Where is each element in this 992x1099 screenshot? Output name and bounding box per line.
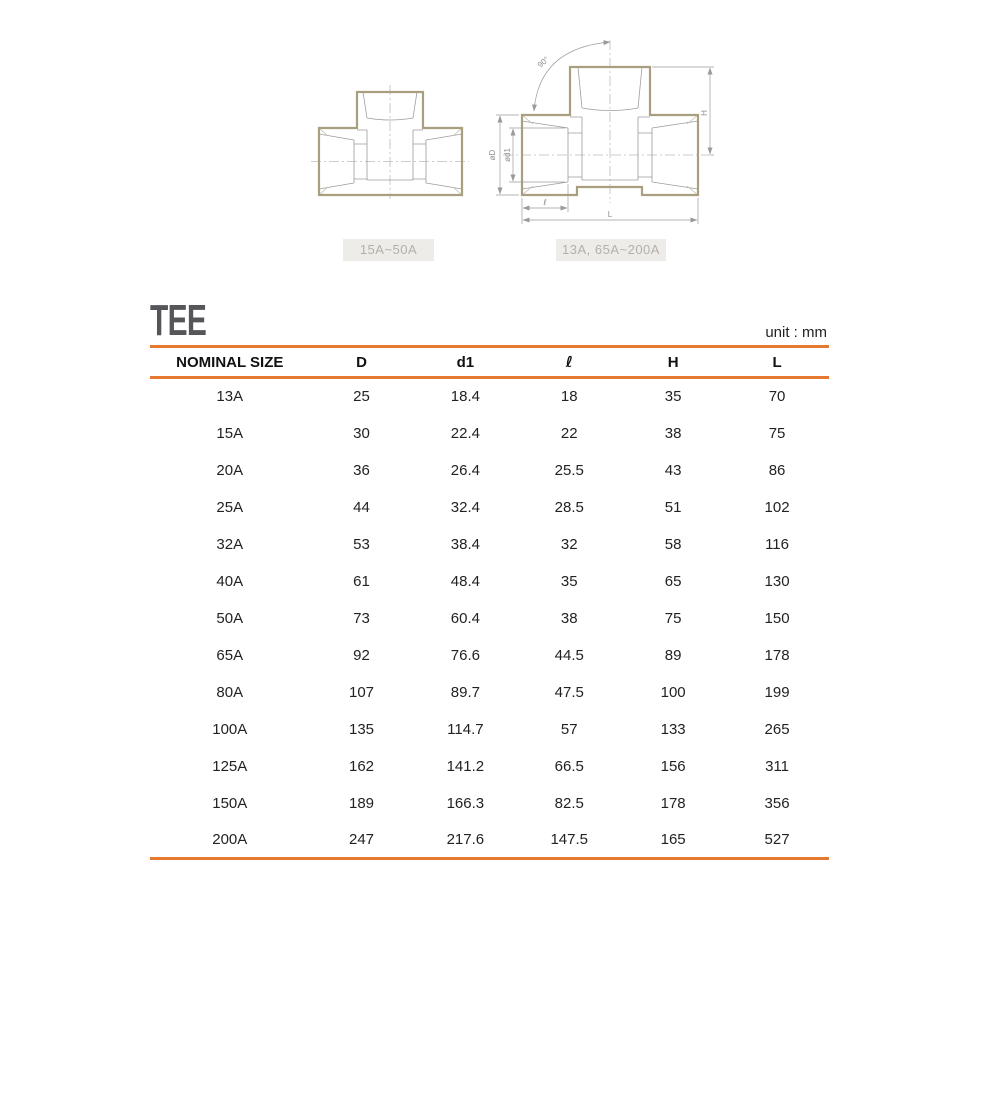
table-cell: 60.4 <box>450 609 480 627</box>
unit-label: unit : mm <box>765 324 827 341</box>
tee-drawing-dimensioned-icon <box>483 18 729 233</box>
table-cell: 141.2 <box>446 757 485 775</box>
tee-drawing-small-icon <box>308 78 472 202</box>
table-cell: 53 <box>353 535 370 553</box>
page-title: TEE <box>150 296 207 345</box>
table-cell: 527 <box>764 830 790 848</box>
table-cell: 116 <box>765 535 789 553</box>
dim-label-height: H <box>700 110 709 116</box>
table-cell: 66.5 <box>554 757 584 775</box>
table-row <box>150 489 829 526</box>
title-row <box>150 265 829 345</box>
table-cell: 20A <box>216 461 244 479</box>
size-table-header-row <box>150 347 829 378</box>
table-row <box>150 563 829 600</box>
table-cell: 311 <box>765 757 789 775</box>
table-cell: 32A <box>216 535 244 553</box>
table-row <box>150 711 829 748</box>
table-cell: 61 <box>353 572 370 590</box>
table-cell: 156 <box>660 757 686 775</box>
table-cell: 217.6 <box>446 830 485 848</box>
table-row <box>150 637 829 674</box>
table-cell: 35 <box>560 572 578 590</box>
table-row <box>150 600 829 637</box>
table-cell: 166.3 <box>446 794 485 812</box>
size-table <box>150 345 829 860</box>
table-row <box>150 378 829 415</box>
table-cell: 13A <box>216 388 244 406</box>
table-cell: 65A <box>216 646 244 664</box>
table-cell: 102 <box>764 498 790 516</box>
table-cell: 36 <box>353 461 370 479</box>
table-cell: 44.5 <box>554 646 584 664</box>
table-cell: 25 <box>353 388 370 406</box>
size-table-body <box>150 378 829 859</box>
table-cell: 89 <box>664 646 682 664</box>
table-cell: 80A <box>216 683 244 701</box>
column-header-nominal-size: NOMINAL SIZE <box>176 353 284 371</box>
table-cell: 199 <box>764 683 790 701</box>
table-cell: 89.7 <box>450 683 480 701</box>
table-cell: 147.5 <box>550 830 589 848</box>
table-cell: 40A <box>216 572 244 590</box>
column-header-d1: d1 <box>456 353 475 371</box>
table-cell: 25A <box>216 498 244 516</box>
table-cell: 200A <box>212 830 248 848</box>
table-cell: 58 <box>664 535 682 553</box>
dim-label-inner-dia: ød1 <box>503 148 512 162</box>
dim-label-outer-dia: øD <box>488 149 497 161</box>
table-cell: 150A <box>212 794 248 812</box>
dim-label-angle: 90° <box>535 54 551 70</box>
table-cell: 125A <box>212 757 248 775</box>
table-cell: 92 <box>353 646 370 664</box>
table-cell: 44 <box>353 498 370 516</box>
table-cell: 22.4 <box>450 424 480 442</box>
table-cell: 265 <box>764 720 790 738</box>
table-cell: 82.5 <box>554 794 584 812</box>
table-cell: 100 <box>660 683 686 701</box>
table-cell: 38 <box>560 609 578 627</box>
caption-large-range: 13A, 65A~200A <box>556 239 666 261</box>
table-cell: 75 <box>768 424 786 442</box>
table-cell: 133 <box>660 720 686 738</box>
table-row <box>150 452 829 489</box>
table-cell: 51 <box>664 498 682 516</box>
table-cell: 70 <box>768 388 786 406</box>
table-cell: 35 <box>664 388 682 406</box>
table-cell: 32 <box>560 535 578 553</box>
table-cell: 28.5 <box>554 498 584 516</box>
table-row <box>150 748 829 785</box>
table-cell: 356 <box>764 794 790 812</box>
table-row <box>150 674 829 711</box>
table-cell: 114.7 <box>447 720 484 738</box>
table-cell: 150 <box>764 609 790 627</box>
table-cell: 178 <box>660 794 686 812</box>
table-row <box>150 415 829 452</box>
table-cell: 38 <box>664 424 682 442</box>
table-cell: 18.4 <box>450 388 480 406</box>
table-cell: 25.5 <box>554 461 584 479</box>
table-cell: 18 <box>560 388 578 406</box>
dim-label-socket-depth: ℓ <box>543 198 547 207</box>
table-cell: 47.5 <box>554 683 584 701</box>
table-cell: 32.4 <box>450 498 480 516</box>
column-header-l: L <box>772 353 782 371</box>
technical-drawings-area <box>0 0 992 285</box>
table-cell: 100A <box>212 720 248 738</box>
table-cell: 65 <box>664 572 682 590</box>
table-cell: 178 <box>764 646 790 664</box>
table-cell: 86 <box>768 461 786 479</box>
table-row <box>150 526 829 563</box>
table-cell: 48.4 <box>450 572 480 590</box>
spec-sheet <box>150 265 829 860</box>
table-cell: 50A <box>216 609 244 627</box>
dim-label-length: L <box>607 210 613 219</box>
table-cell: 26.4 <box>450 461 480 479</box>
table-cell: 75 <box>664 609 682 627</box>
table-cell: 38.4 <box>450 535 480 553</box>
table-cell: 135 <box>348 720 375 738</box>
column-header-h: H <box>667 353 679 371</box>
table-cell: 57 <box>560 720 578 738</box>
table-cell: 189 <box>348 794 375 812</box>
table-cell: 162 <box>348 757 375 775</box>
table-row <box>150 785 829 822</box>
caption-small-range: 15A~50A <box>343 239 434 261</box>
table-cell: 165 <box>660 830 686 848</box>
table-cell: 73 <box>353 609 370 627</box>
table-cell: 43 <box>664 461 682 479</box>
table-cell: 30 <box>353 424 370 442</box>
table-cell: 15A <box>216 424 244 442</box>
table-row <box>150 822 829 859</box>
table-cell: 130 <box>764 572 790 590</box>
table-cell: 22 <box>560 424 578 442</box>
table-cell: 107 <box>348 683 375 701</box>
table-cell: 247 <box>348 830 375 848</box>
column-header-l: ℓ <box>565 353 573 371</box>
table-cell: 76.6 <box>450 646 480 664</box>
column-header-d: D <box>356 353 367 371</box>
